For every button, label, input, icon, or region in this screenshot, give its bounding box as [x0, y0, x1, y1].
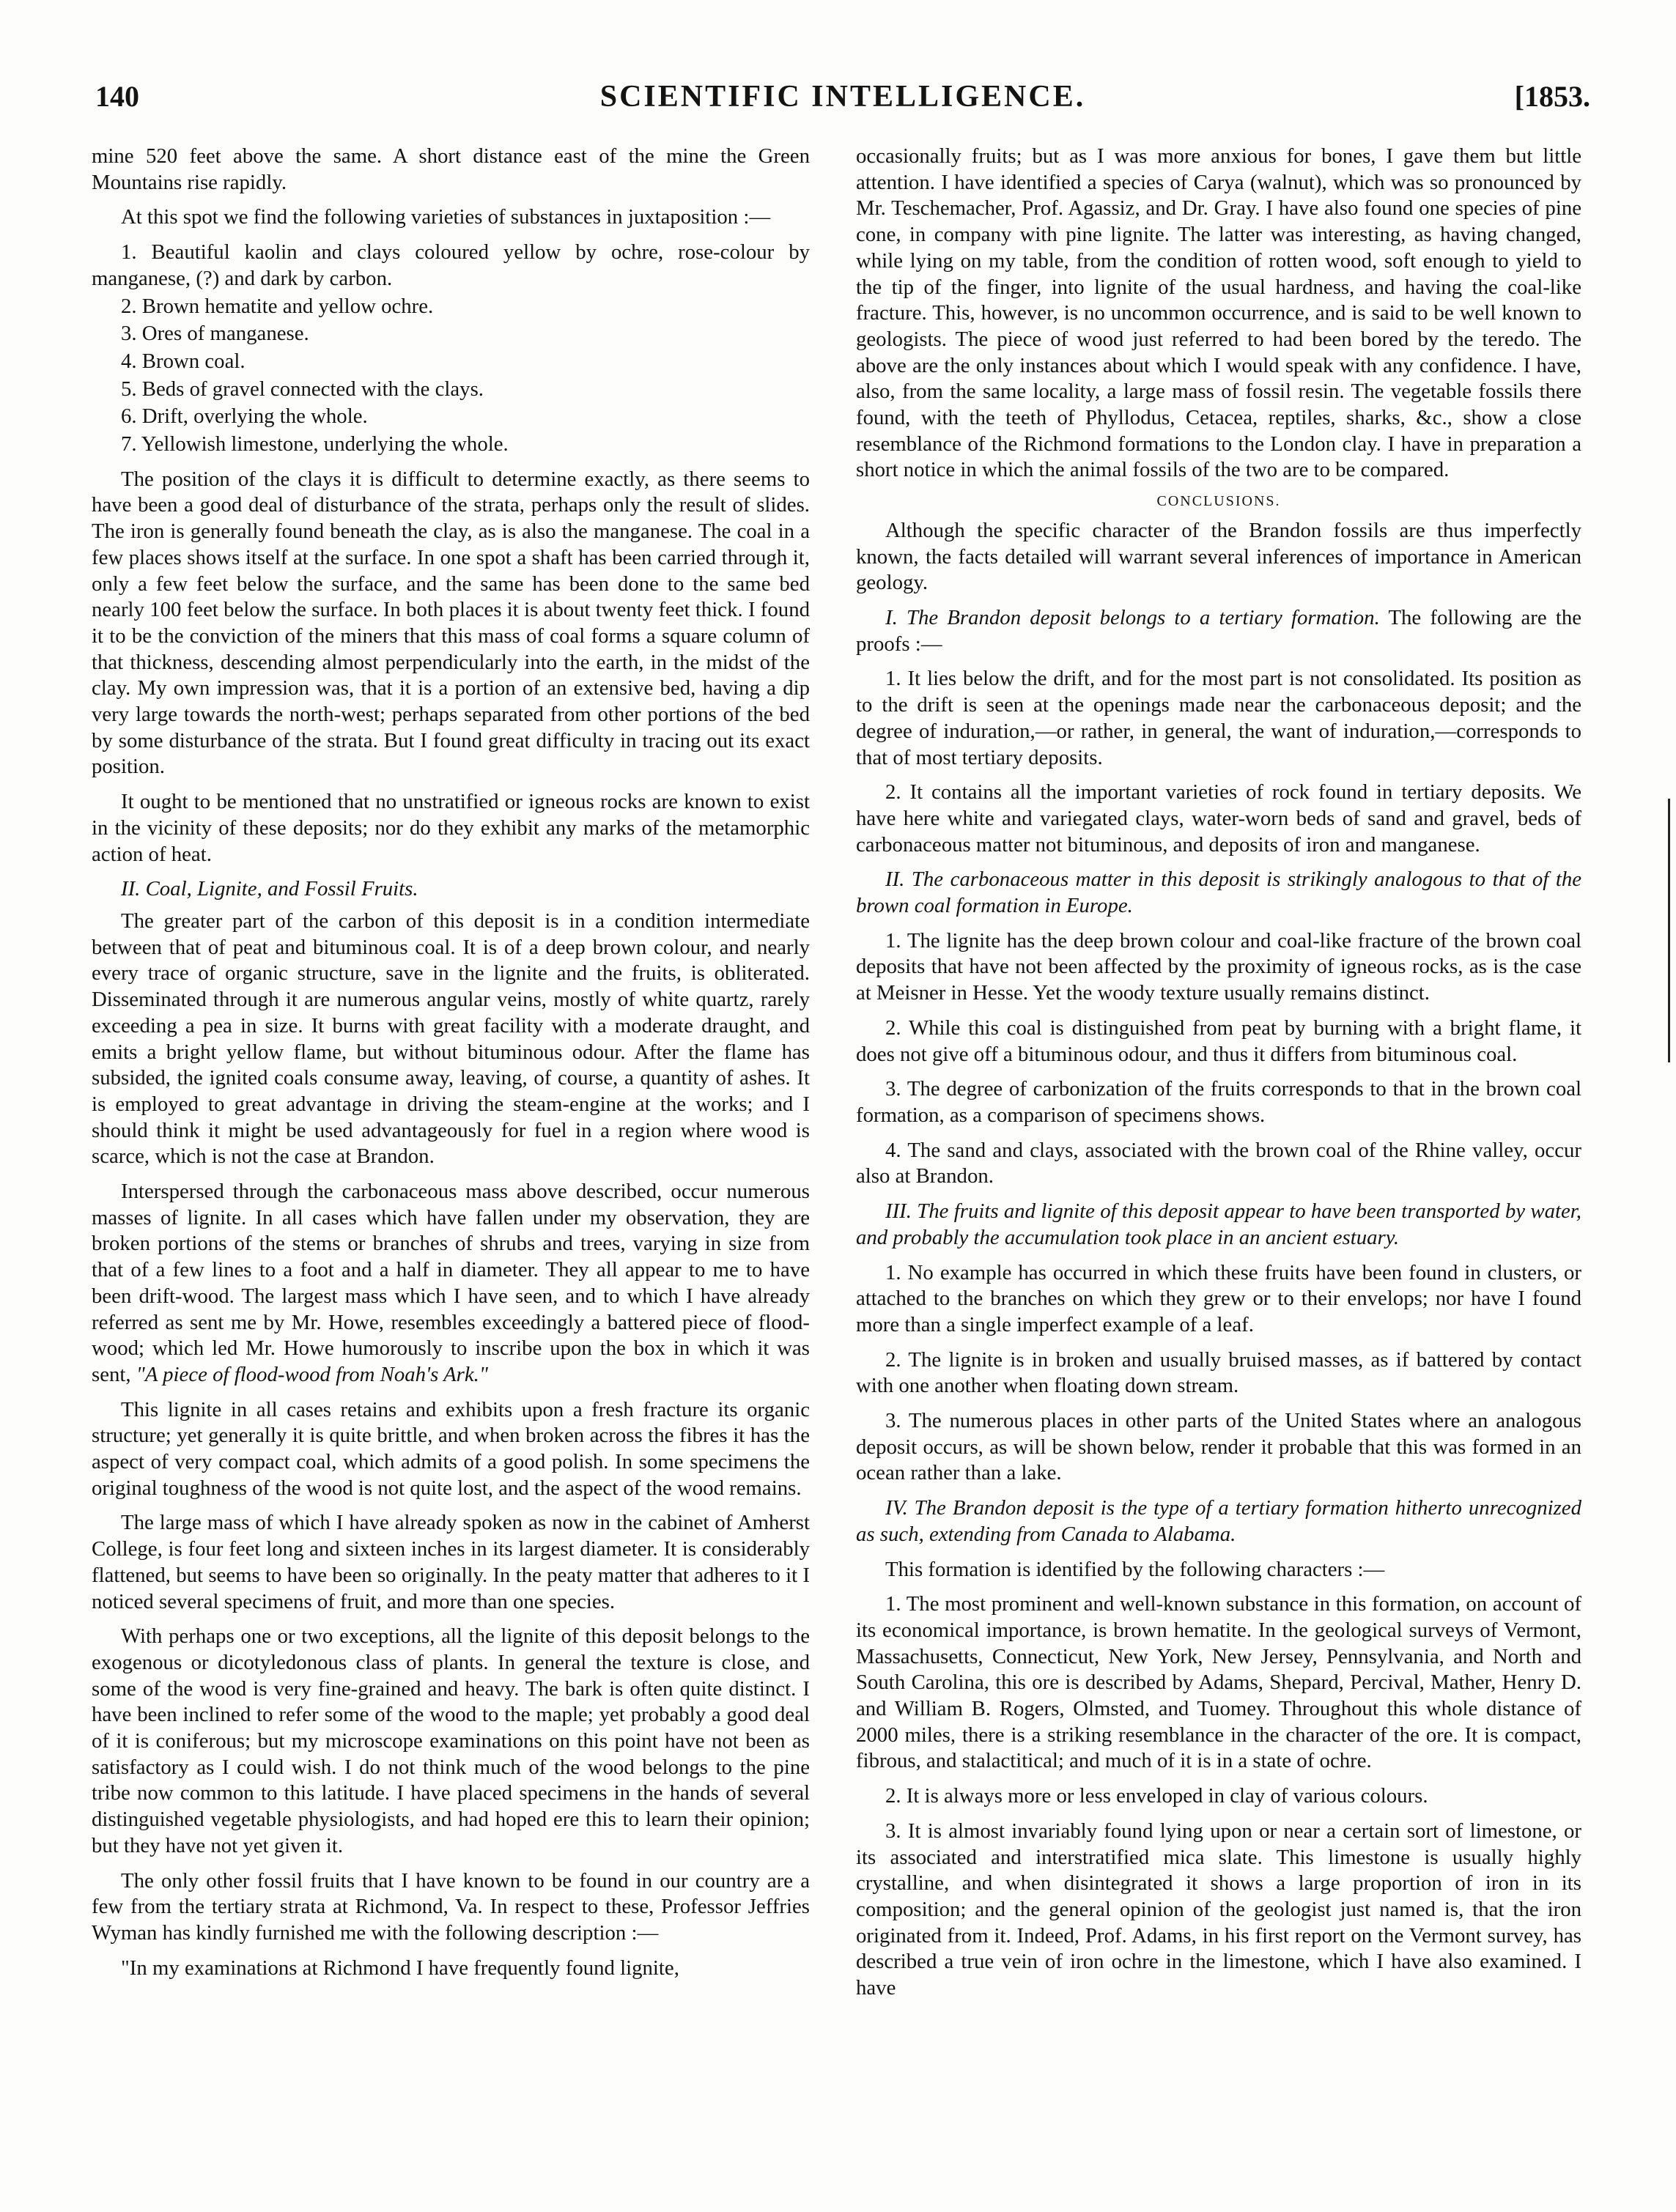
paragraph: The only other fossil fruits that I have known to be found in our country are a few from the tertiary strata at Richmond, Va. In respect to these, Professor Jeffries Wyman has kindly furnished me with the following description :—	[92, 1868, 810, 1945]
section-title: CONCLUSIONS.	[1156, 493, 1281, 510]
list-item: 1. The most prominent and well-known substance in this formation, on account of its economical importance, is brown hematite. In the geological surveys of Vermont, Massachusetts, Connecticut, New York, New Jersey, Pennsylvania, and North and South Carolina, this ore is described by Adams, Shepard, Percival, Mather, Henry D. and William B. Rogers, Olmsted, and Tuomey. Throughout this whole distance of 2000 miles, there is a striking resemblance in the character of the ore. It is compact, fibrous, and stalactitical; and much of it is in a state of ochre.	[856, 1592, 1581, 1773]
list-item: 3. Ores of manganese.	[121, 322, 309, 346]
list-item: 1. Beautiful kaolin and clays coloured yellow by ochre, rose-colour by manganese, (?) and dark by carbon.	[92, 240, 810, 290]
year: [1853.	[1514, 80, 1590, 113]
list-item: 5. Beds of gravel connected with the clays.	[121, 377, 484, 401]
paragraph: "In my examinations at Richmond I have frequently found lignite,	[121, 1956, 679, 1980]
section-heading: II. Coal, Lignite, and Fossil Fruits.	[121, 877, 418, 901]
paragraph: It ought to be mentioned that no unstratified or igneous rocks are known to exist in the vicinity of these deposits; nor do they exhibit any marks of the metamorphic action of heat.	[92, 790, 810, 866]
list-item: 2. Brown hematite and yellow ochre.	[121, 294, 434, 318]
paragraph	[92, 1179, 810, 1388]
list-item: 3. It is almost invariably found lying upon or near a certain sort of limestone, or its associated and interstratified mica slate. This limestone is usually highly crystalline, and when disintegrated it shows a large proportion of iron in its composition; and the general opinion of the geologist just named is, that the iron originated from it. Indeed, Prof. Adams, in his first report on the Vermont survey, has described a true vein of iron ochre in the limestone, which I have also examined. I have	[856, 1819, 1581, 2000]
paragraph: mine 520 feet above the same. A short distance east of the mine the Green Mountains rise rapidly.	[92, 144, 810, 194]
paragraph: This lignite in all cases retains and exhibits upon a fresh fracture its organic structure; yet generally it is quite brittle, and when broken across the fibres it has the aspect of very compact coal, which admits of a good polish. In some specimens the original toughness of the wood is not quite lost, and the aspect of the wood remains.	[92, 1397, 810, 1500]
paragraph: The large mass of which I have already spoken as now in the cabinet of Amherst College, is four feet long and sixteen inches in its largest diameter. It is considerably flattened, but seems to have been so originally. In the peaty matter that adheres to it I noticed several specimens of fruit, and more than one species.	[92, 1511, 810, 1613]
list-item: 3. The numerous places in other parts of the United States where an analogous deposit occurs, as will be shown below, render it probable that this was formed in an ocean rather than a lake.	[856, 1409, 1581, 1485]
list-item: 6. Drift, overlying the whole.	[121, 404, 368, 429]
list-item: 2. While this coal is distinguished from peat by burning with a bright flame, it does not give off a bituminous odour, and thus it differs from bituminous coal.	[856, 1016, 1581, 1066]
list-item: 3. The degree of carbonization of the fruits corresponds to that in the brown coal formation, as a comparison of specimens shows.	[856, 1077, 1581, 1127]
quoted-inscription: "A piece of flood-wood from Noah's Ark."	[136, 1362, 488, 1386]
inference-heading: I. The Brandon deposit belongs to a tertiary formation.	[885, 606, 1380, 630]
paragraph: The greater part of the carbon of this deposit is in a condition intermediate between that of peat and bituminous coal. It is of a deep brown colour, and nearly every trace of organic structure, save in the lignite and the fruits, is obliterated. Disseminated through it are numerous angular veins, mostly of white quartz, rarely exceeding a pea in size. It burns with great facility with a moderate draught, and emits a bright yellow flame, but without bituminous odour. After the flame has subsided, the ignited coals consume away, leaving, of course, a quantity of ashes. It is employed to great advantage in driving the steam-engine at the works; and I should think it might be used advantageously for fuel in a region where wood is scarce, which is not the case at Brandon.	[92, 909, 810, 1169]
paragraph: At this spot we find the following varieties of substances in juxtaposition :—	[121, 205, 771, 229]
running-header	[95, 79, 1590, 123]
list-item: 4. Brown coal.	[121, 349, 246, 373]
paragraph	[856, 605, 1581, 657]
page-number: 140	[95, 80, 139, 113]
list-item: 1. It lies below the drift, and for the most part is not consolidated. Its position as to the drift is seen at the openings made near the carbonaceous deposit; and the degree of induration,—or rather, in general, the want of induration,—corresponds to that of most tertiary deposits.	[856, 667, 1581, 769]
paragraph: Although the specific character of the Brandon fossils are thus imperfectly known, the facts detailed will warrant several inferences of importance in American geology.	[856, 518, 1581, 595]
list-item: 2. It contains all the important varieties of rock found in tertiary deposits. We have here white and variegated clays, water-worn beds of sand and gravel, beds of carbonaceous matter not bituminous, and deposits of iron and manganese.	[856, 780, 1581, 857]
paragraph-text: Interspersed through the carbonaceous mass above described, occur numerous masses of lignite. In all cases which have fallen under my observation, they are broken portions of the stems or branches of shrubs and trees, varying in size from that of a few lines to a foot and a half in diameter. They all appear to me to have been drift-wood. The largest mass which I have seen, and to which I have already referred as sent me by Mr. Howe, resembles exceedingly a battered piece of flood-wood; which led Mr. Howe humorously to inscribe upon the box in which it was sent,	[92, 1180, 810, 1386]
inference-heading: III. The fruits and lignite of this deposit appear to have been transported by water, and probably the accumulation took place in an ancient estuary.	[856, 1199, 1581, 1249]
inference-tail: The following are the proofs :—	[856, 606, 1581, 656]
paragraph: occasionally fruits; but as I was more anxious for bones, I gave them but little attention. I have identified a species of Carya (walnut), which was so pronounced by Mr. Teschemacher, Prof. Agassiz, and Dr. Gray. I have also found one species of pine cone, in company with pine lignite. The latter was interesting, as having changed, while lying on my table, from the condition of rotten wood, soft enough to yield to the tip of the finger, into lignite of the usual hardness, and having the coal-like fracture. This, however, is no uncommon occurrence, and is said to be well known to geologists. The piece of wood just referred to had been bored by the teredo. The above are the only instances about which I would speak with any confidence. I have, also, from the same locality, a large mass of fossil resin. The vegetable fossils there found, with the teeth of Phyllodus, Cetacea, reptiles, sharks, &c., show a close resemblance of the Richmond formations to the London clay. I have in preparation a short notice in which the animal fossils of the two are to be compared.	[856, 144, 1581, 482]
inference-heading: II. The carbonaceous matter in this deposit is strikingly analogous to that of the brown coal formation in Europe.	[856, 868, 1581, 918]
list-item: 2. It is always more or less enveloped in clay of various colours.	[885, 1784, 1428, 1808]
left-column	[92, 144, 810, 2180]
right-column	[856, 144, 1581, 2180]
list-item: 2. The lignite is in broken and usually bruised masses, as if battered by contact with one another when floating down stream.	[856, 1347, 1581, 1398]
paragraph: The position of the clays it is difficult to determine exactly, as there seems to have been a good deal of disturbance of the strata, perhaps only the result of slides. The iron is generally found beneath the clay, as is also the manganese. The coal in a few places shows itself at the surface. In one spot a shaft has been carried through it, only a few feet below the surface, and the same has been done to the same bed nearly 100 feet below the surface. In both places it is about twenty feet thick. I found it to be the conviction of the miners that this mass of coal forms a square column of that thickness, descending almost perpendicularly into the earth, in the midst of the clay. My own impression was, that it is a portion of an extensive bed, having a dip very large towards the north-west; perhaps separated from other portions of the bed by some disturbance of the strata. But I found great difficulty in tracing out its exact position.	[92, 467, 810, 779]
paragraph: This formation is identified by the following characters :—	[885, 1557, 1385, 1581]
paragraph: With perhaps one or two exceptions, all the lignite of this deposit belongs to the exogenous or dicotyledonous class of plants. In general the texture is close, and some of the wood is very fine-grained and heavy. The bark is often quite distinct. I have been inclined to refer some of the wood to the maple; yet probably a good deal of it is coniferous; but my microscope examinations on this point have not been as satisfactory as I could wish. I do not think much of the wood belongs to the pine tribe now common to this latitude. I have placed specimens in the hands of several distinguished vegetable physiologists, and had hoped ere this to learn their opinion; but they have not yet given it.	[92, 1624, 810, 1857]
list-item: 1. No example has occurred in which these fruits have been found in clusters, or attached to the branches on which they grew or to their envelops; nor have I found more than a single imperfect example of a leaf.	[856, 1260, 1581, 1336]
list-item: 1. The lignite has the deep brown colour and coal-like fracture of the brown coal deposits that have not been affected by the proximity of igneous rocks, as is the case at Meisner in Hesse. Yet the woody texture usually remains distinct.	[856, 928, 1581, 1005]
list-item: 7. Yellowish limestone, underlying the whole.	[121, 432, 509, 456]
list-item: 4. The sand and clays, associated with the brown coal of the Rhine valley, occur also at Brandon.	[856, 1138, 1581, 1188]
inference-heading: IV. The Brandon deposit is the type of a tertiary formation hitherto unrecognized as such, extending from Canada to Alabama.	[856, 1496, 1581, 1546]
running-title: SCIENTIFIC INTELLIGENCE.	[599, 80, 1086, 114]
margin-rule	[1668, 799, 1670, 1062]
